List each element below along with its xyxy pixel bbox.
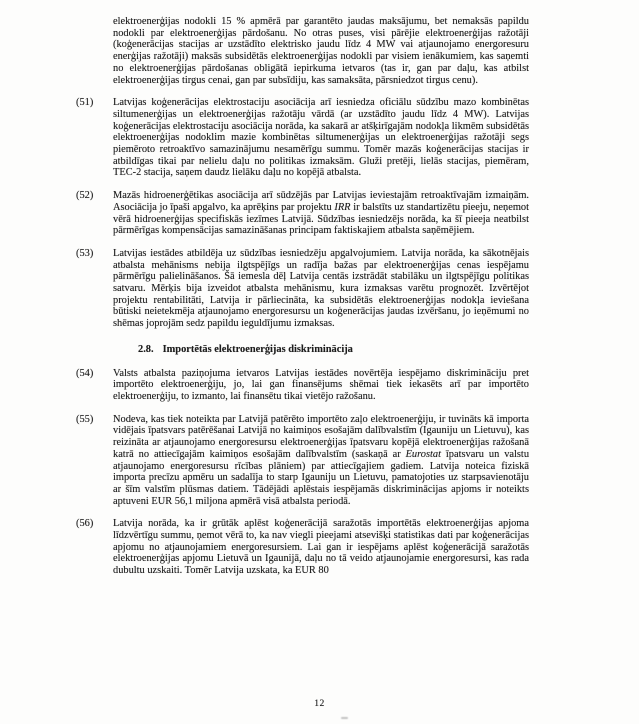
- paragraph-text: Mazās hidroenerģētikas asociācija arī sūdzējās par Latvijas ieviestajām retroaktīvajām izmaiņām. Asociācija jo īpaši apgalvo, ka aprēķins par projektu: [113, 190, 529, 213]
- page-number: 12: [314, 698, 325, 710]
- paragraph-number: (56): [76, 518, 94, 530]
- paragraph-number: (51): [76, 97, 94, 109]
- section-heading-title: Importētās elektroenerģijas diskriminācija: [162, 343, 353, 355]
- scan-speck: [341, 717, 348, 719]
- paragraph-number: (53): [76, 247, 94, 259]
- numbered-paragraph: [76, 97, 529, 179]
- numbered-paragraph: [76, 413, 530, 508]
- paragraph-text: Latvija norāda, ka ir grūtāk aplēst koģenerācijā saražotās importētās elektroenerģijas apjoma līdzvērtīgu summu, ņemot vērā to, ka nav viegli pieejami atsevišķi statistikas dati par koģenerācijas apjomu no atjaunojamiem energoresursiem. Lai gan ir iespējams aplēst koģenerācijā saražotās elektroenerģijas apjomu Lietuvā un Igaunijā, daļu no tā veido atjaunojamie energoresursi, kas rada dubultu uzskaiti. Tomēr Latvija uzskata, ka EUR 80: [113, 518, 529, 577]
- paragraph-text: Latvijas iestādes atbildēja uz sūdzības iesniedzēju apgalvojumiem. Latvija norāda, ka sākotnējais atbalsta mehānisms nebija ilgtspējīgs un radīja bažas par elektroenerģijas cenas iespējamu pārmērīgu palielināšanos. Šā iemesla dēļ Latvija centās izstrādāt stabilāku un ilgtspējīgu politikas satvaru. Mērķis bija izveidot atbalsta mehānismu, kura izmaksas varētu prognozēt. Izvērtējot projektu rentabilitāti, Latvija ir pārliecināta, ka subsidētās elektroenerģijas nodokļa ieviešana būtiski neietekmēja atjaunojamo energoresursu un koģenerācijas jaudas izvēršanu, jo ieņēmumi no shēmas joprojām sedz papildu ieguldījumu izmaksas.: [113, 247, 529, 330]
- paragraph-text: Latvijas koģenerācijas elektrostaciju asociācija arī iesniedza oficiālu sūdzību mazo kombinētas siltumenerģijas un elektroenerģijas ražotāju vārdā (ar uzstādīto jaudu līdz 4 MW). Latvijas koģenerācijas elektrostaciju asociācija norāda, ka sakarā ar atšķirīgajām nodokļa likmēm subsidētās elektroenerģijas nodoklim mazie kombinētas siltumenerģijas un elektroenerģijas ražotāji segs piemēroto retroaktīvo samazinājumu nesamērīgu summu. Tomēr mazās koģenerācijas stacijas ir atbildīgas tikai par nelielu daļu no politikas izmaksām. Gluži pretēji, lielās stacijas, piemēram, TEC-2 stacija, saņem daudz lielāku daļu no kopējā atbalsta.: [113, 97, 529, 179]
- paragraph-text: īpatsvaru un valstu atjaunojamo energoresursu rīcības plāniem) par attiecīgajiem gadiem. Latvija noteica fiziskā importa precīzu apmēru un sadalīja to starp Igauniju un Lietuvu, pamatojoties uz starpsavienotāju ar šīm valstīm plūsmas datiem. Tādējādi aplēstais iespējamās diskriminācijas apjoms ir noteikts aptuveni EUR 56,1 miljona apmērā visā atbalsta periodā.: [113, 448, 530, 507]
- paragraph-text: elektroenerģijas nodokli 15 % apmērā par garantēto jaudas maksājumu, bet nemaksās papildu nodokli par elektroenerģijas pārdošanu. No otras puses, visi pārējie elektroenerģijas ražotāji (koģenerācijas stacijas ar uzstādīto elektrisko jaudu līdz 4 MW vai atjaunojamo energoresuru enerģijas ražotāji) maksās subsidētās elektroenerģijas nodokli par visiem ienākumiem, kas saņemti no elektroenerģijas pārdošanas obligātā iepirkuma ietvaros (tas ir, gan par daļu, kas atbilst elektroenerģijas tirgus cenai, gan par subsīdiju, kas samaksāta, pārsniedzot tirgus cenu).: [113, 16, 529, 86]
- italic-term: IRR: [334, 201, 351, 213]
- paragraph-text: Nodeva, kas tiek noteikta par Latvijā patērēto importēto zaļo elektroenerģiju, ir tuvināts kā importa vidējais īpatsvars patērēšanai Latvijā no kaimiņos esošajām dalībvalstīm (Igauniju un Lietuvu), kas reizināta ar atjaunojamo energoresursu elektroenerģijas īpatsvaru kopējā elektroenerģijas ražošanā katrā no attiecīgajām kaimiņos esošajām dalībvalstīm (saskaņā ar: [113, 413, 529, 460]
- section-heading-number: 2.8.: [138, 343, 154, 355]
- numbered-paragraph: [76, 367, 529, 403]
- numbered-paragraph: [76, 190, 530, 237]
- numbered-paragraph: [76, 247, 529, 330]
- text-block: [76, 16, 530, 588]
- paragraph-number: (54): [76, 367, 94, 379]
- italic-term: Eurostat: [405, 448, 441, 460]
- continuation-paragraph: [113, 16, 529, 86]
- paragraph-number: (52): [76, 190, 94, 202]
- paragraph-text: Valsts atbalsta paziņojuma ietvaros Latvijas iestādes novērtēja iespējamo diskrimināciju pret importēto elektroenerģiju, jo, lai gan finansējums shēmai tiek iekasēts arī par importēto elektroenerģiju, to izmanto, lai finansētu tikai vietējo ražošanu.: [113, 367, 529, 402]
- numbered-paragraph: [76, 518, 529, 577]
- paragraph-text: ir balstīts uz standartizētu pieeju, neņemot vērā hidroenerģijas specifiskās iezīmes Latvijā. Sūdzības iesniedzējs norāda, ka šī pieeja neatbilst pārmērīgas kompensācijas samazināšanas principam faktiskajiem atbalsta saņēmējiem.: [113, 201, 530, 237]
- paragraph-number: (55): [76, 413, 94, 425]
- section-heading: [138, 344, 529, 356]
